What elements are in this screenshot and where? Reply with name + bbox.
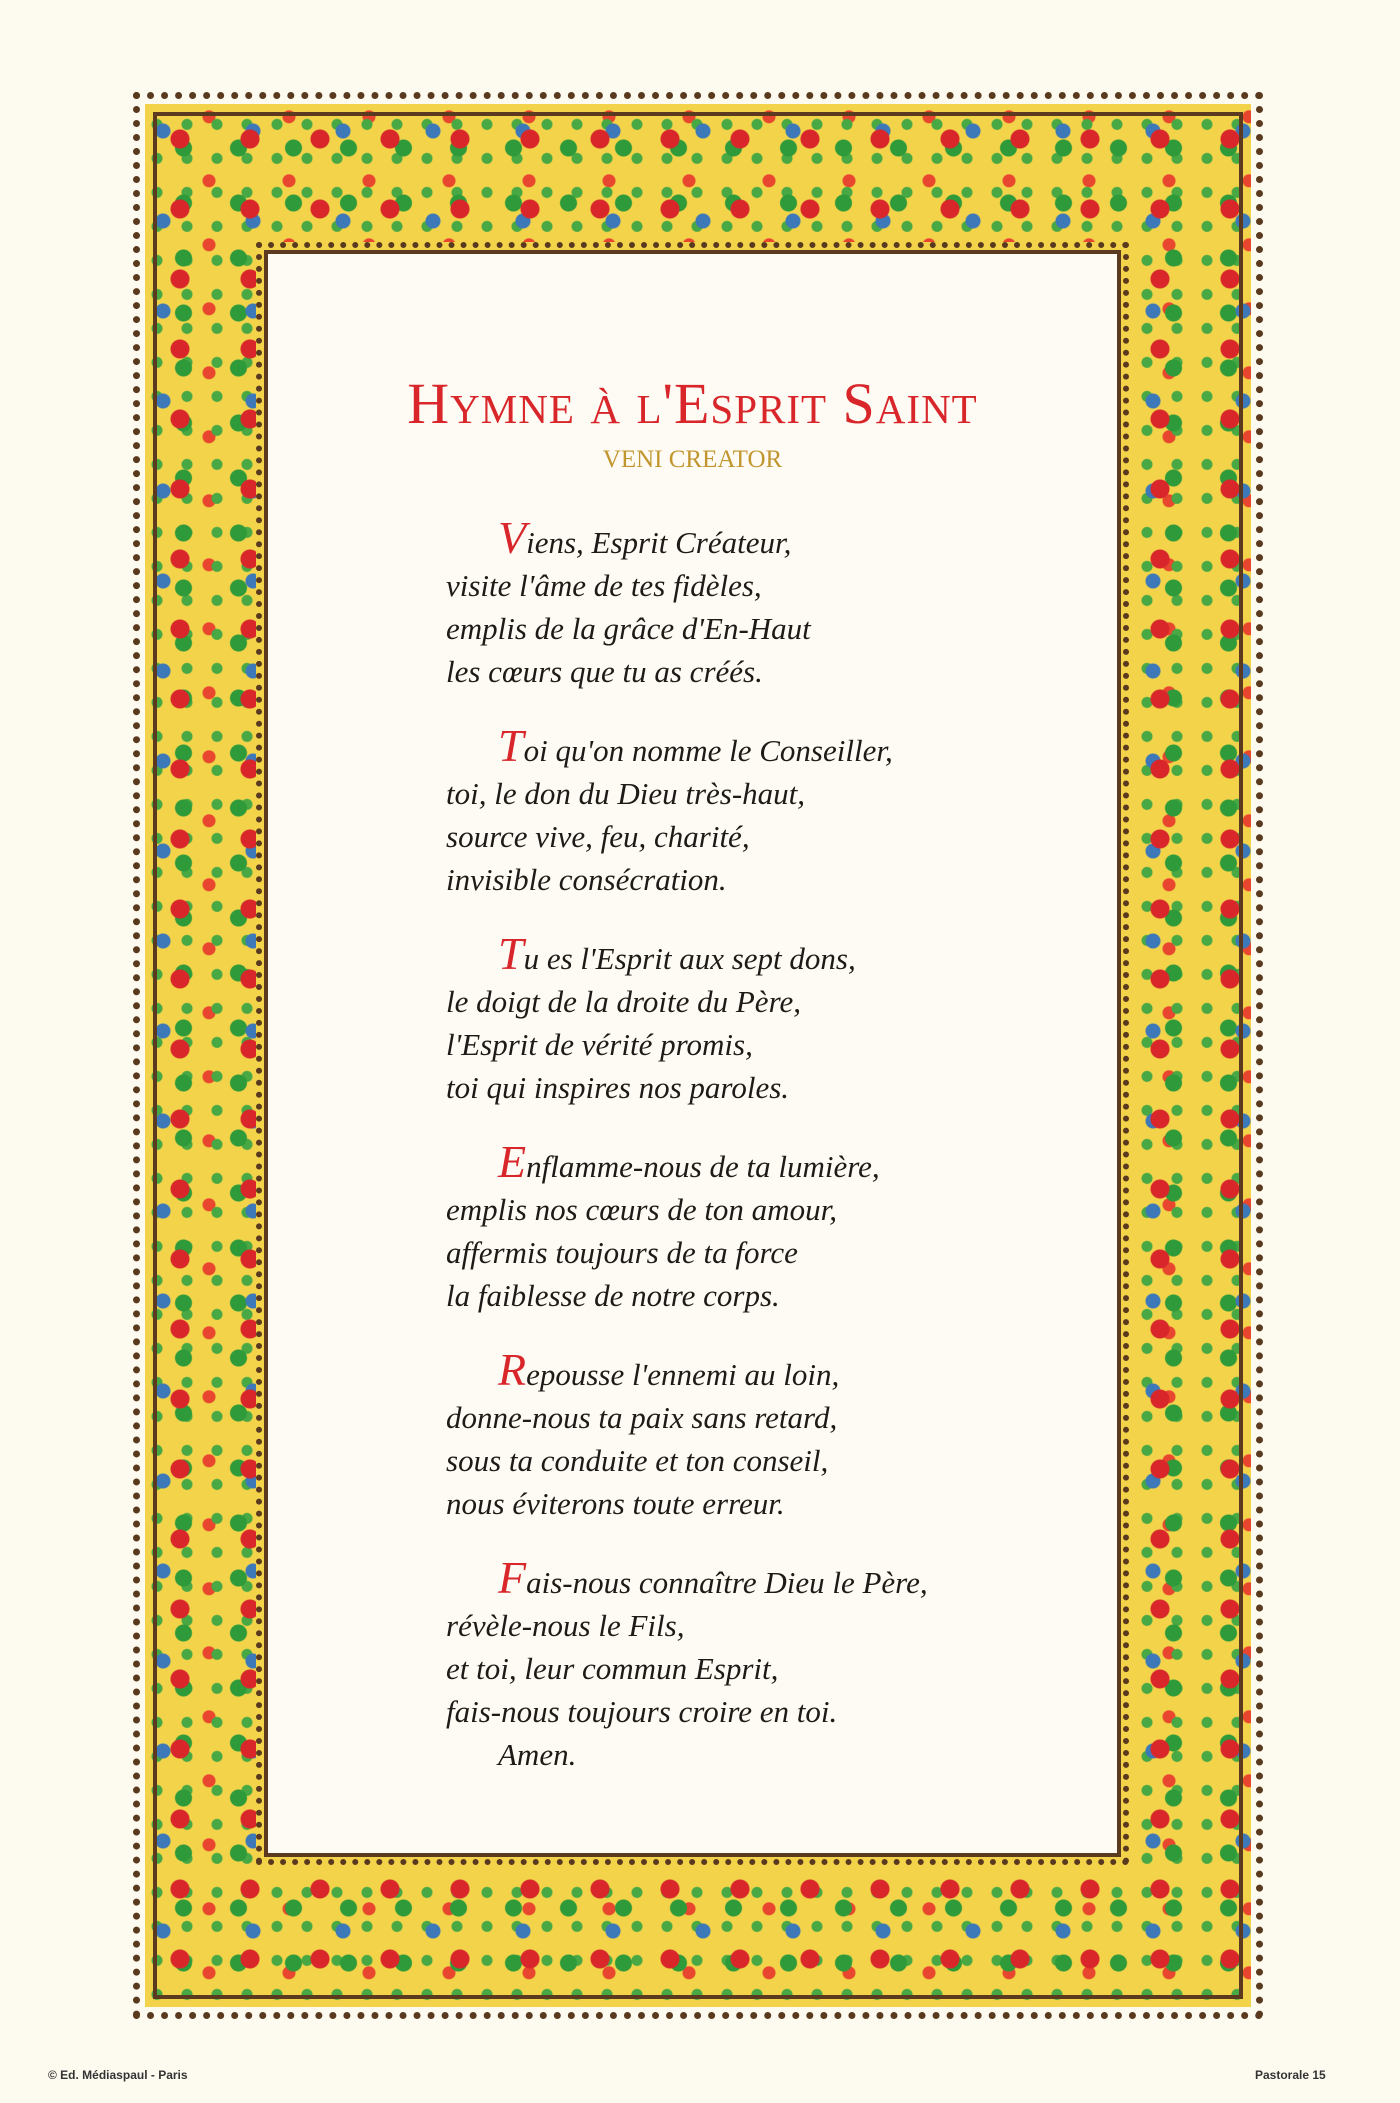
drop-cap: V bbox=[498, 512, 527, 563]
poem-line bbox=[446, 1231, 928, 1274]
poem-line bbox=[446, 1552, 928, 1604]
stanza bbox=[446, 1136, 928, 1317]
page-title: Hymne à l'Esprit Saint bbox=[407, 371, 978, 436]
text-panel bbox=[268, 254, 1117, 1853]
line-text: donne-nous ta paix sans retard, bbox=[446, 1400, 838, 1435]
line-text: révèle-nous le Fils, bbox=[446, 1608, 685, 1643]
poem-line bbox=[446, 1274, 928, 1317]
line-text: les cœurs que tu as créés. bbox=[446, 654, 763, 689]
line-text: source vive, feu, charité, bbox=[446, 819, 750, 854]
drop-cap: T bbox=[498, 928, 524, 979]
drop-cap: T bbox=[498, 720, 524, 771]
line-text: emplis nos cœurs de ton amour, bbox=[446, 1192, 837, 1227]
line-text: et toi, leur commun Esprit, bbox=[446, 1651, 779, 1686]
line-text: affermis toujours de ta force bbox=[446, 1235, 798, 1270]
line-text: ais-nous connaître Dieu le Père, bbox=[526, 1565, 928, 1600]
footer-publisher: © Ed. Médiaspaul - Paris bbox=[48, 2068, 188, 2082]
poem-line bbox=[446, 1066, 928, 1109]
amen: Amen. bbox=[498, 1737, 577, 1772]
poem-line bbox=[446, 1188, 928, 1231]
poem-line bbox=[446, 1396, 928, 1439]
poem-line bbox=[446, 1344, 928, 1396]
poem-line bbox=[446, 1482, 928, 1525]
line-text: la faiblesse de notre corps. bbox=[446, 1278, 780, 1313]
poem-line bbox=[446, 650, 928, 693]
footer-reference: Pastorale 15 bbox=[1255, 2068, 1326, 2082]
stanza bbox=[446, 928, 928, 1109]
poem-line bbox=[446, 1023, 928, 1066]
line-text: le doigt de la droite du Père, bbox=[446, 984, 801, 1019]
poem-line bbox=[446, 1690, 928, 1733]
poem-line bbox=[446, 720, 928, 772]
line-text: iens, Esprit Créateur, bbox=[526, 525, 792, 560]
line-text: sous ta conduite et ton conseil, bbox=[446, 1443, 829, 1478]
line-text: invisible consécration. bbox=[446, 862, 727, 897]
line-text: nous éviterons toute erreur. bbox=[446, 1486, 785, 1521]
stanza bbox=[446, 720, 928, 901]
line-text: toi qui inspires nos paroles. bbox=[446, 1070, 790, 1105]
line-text: fais-nous toujours croire en toi. bbox=[446, 1694, 838, 1729]
line-text: oi qu'on nomme le Conseiller, bbox=[523, 733, 893, 768]
line-text: u es l'Esprit aux sept dons, bbox=[523, 941, 856, 976]
poem-line bbox=[446, 928, 928, 980]
line-text: nflamme-nous de ta lumière, bbox=[526, 1149, 880, 1184]
poem-line bbox=[446, 1439, 928, 1482]
poem bbox=[446, 512, 928, 1776]
poem-line bbox=[446, 772, 928, 815]
line-text: toi, le don du Dieu très-haut, bbox=[446, 776, 806, 811]
drop-cap: E bbox=[498, 1136, 527, 1187]
poem-line bbox=[446, 1136, 928, 1188]
poem-line bbox=[446, 1604, 928, 1647]
drop-cap: F bbox=[498, 1552, 527, 1603]
stanza bbox=[446, 1344, 928, 1525]
poem-line bbox=[446, 980, 928, 1023]
poem-line bbox=[446, 1647, 928, 1690]
stanza bbox=[446, 512, 928, 693]
drop-cap: R bbox=[498, 1344, 527, 1395]
poem-line bbox=[446, 858, 928, 901]
poem-line bbox=[446, 815, 928, 858]
line-text: visite l'âme de tes fidèles, bbox=[446, 568, 762, 603]
line-text: l'Esprit de vérité promis, bbox=[446, 1027, 753, 1062]
poem-line bbox=[446, 564, 928, 607]
subtitle: VENI CREATOR bbox=[602, 446, 783, 473]
line-text: epousse l'ennemi au loin, bbox=[526, 1357, 840, 1392]
line-text: emplis de la grâce d'En-Haut bbox=[446, 611, 811, 646]
stanza bbox=[446, 1552, 928, 1776]
poem-line bbox=[446, 512, 928, 564]
poem-line bbox=[446, 607, 928, 650]
illuminated-border bbox=[145, 104, 1251, 2007]
